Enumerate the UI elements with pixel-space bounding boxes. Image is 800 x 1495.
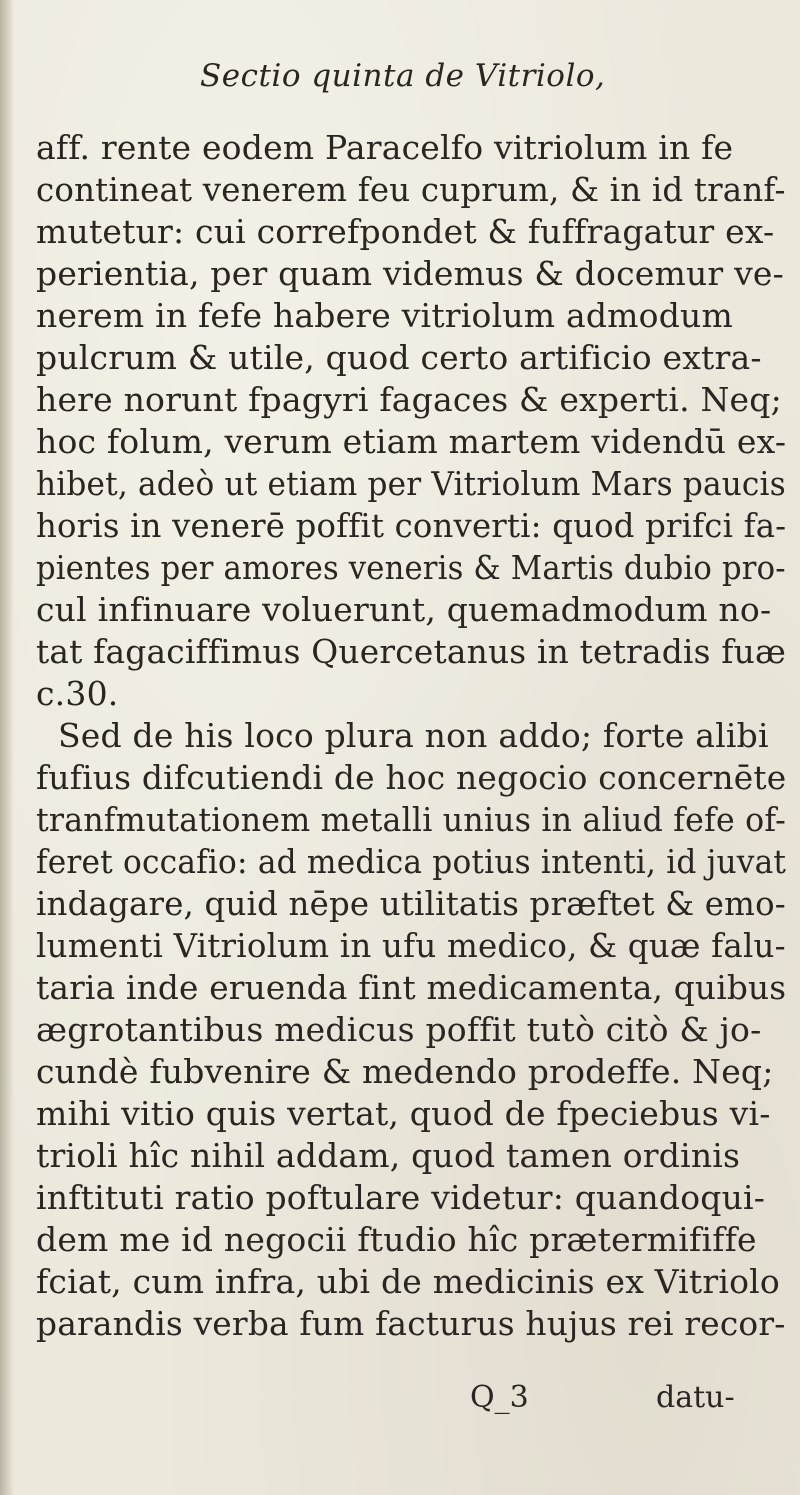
text-line: nerem in fefe habere vitriolum admodum <box>36 296 733 335</box>
text-line: perientia, per quam videmus & docemur ve- <box>36 254 785 293</box>
text-line: fciat, cum infra, ubi de medicinis ex Vitriolo <box>36 1262 780 1301</box>
catchword: datu- <box>656 1380 735 1415</box>
text-line: hoc folum, verum etiam martem videndū ex- <box>36 422 787 461</box>
text-line: aff. rente eodem Paracelfo vitriolum in fe <box>36 128 734 167</box>
text-line: pientes per amores veneris & Martis dubio pro- <box>36 548 786 587</box>
signature-mark: Q_3 <box>470 1380 529 1415</box>
text-line: horis in venerē poffit converti: quod prifci fa- <box>36 506 787 545</box>
text-line: parandis verba fum facturus hujus rei recor- <box>36 1304 786 1343</box>
text-line: hibet, adeò ut etiam per Vitriolum Mars paucis <box>36 464 786 503</box>
text-line: pulcrum & utile, quod certo artificio extra- <box>36 338 762 377</box>
page-footer <box>36 1380 796 1424</box>
text-line: fufius difcutiendi de hoc negocio concernēte <box>36 758 787 797</box>
text-line: cundè fubvenire & medendo prodeffe. Neq; <box>36 1052 774 1091</box>
text-line: ægrotantibus medicus poffit tutò citò & jo- <box>36 1010 762 1049</box>
text-line: tranfmutationem metalli unius in aliud fefe of- <box>36 800 786 839</box>
text-line: contineat venerem feu cuprum, & in id tranf- <box>36 170 786 209</box>
text-line: c.30. <box>36 674 119 713</box>
text-line: cul infinuare voluerunt, quemadmodum no- <box>36 590 772 629</box>
text-line: dem me id negocii ftudio hîc prætermififfe <box>36 1220 757 1259</box>
page-binding-edge <box>0 0 14 1495</box>
text-line: mutetur: cui correfpondet & fuffragatur ex- <box>36 212 775 251</box>
text-line: lumenti Vitriolum in ufu medico, & quæ falu- <box>36 926 786 965</box>
text-line: mihi vitio quis vertat, quod de fpeciebus vi- <box>36 1094 771 1133</box>
text-line: trioli hîc nihil addam, quod tamen ordinis <box>36 1136 741 1175</box>
text-line: tat fagaciffimus Quercetanus in tetradis fuæ <box>36 632 787 671</box>
text-line: indagare, quid nēpe utilitatis præftet & emo- <box>36 884 786 923</box>
text-line: inftituti ratio poftulare videtur: quandoqui- <box>36 1178 766 1217</box>
paragraph-start-line: Sed de his loco plura non addo; forte alibi <box>58 716 769 755</box>
text-line: feret occafio: ad medica potius intenti, id juvat <box>36 842 787 881</box>
text-line: taria inde eruenda fint medicamenta, quibus <box>36 968 787 1007</box>
running-title: Sectio quinta de Vitriolo, <box>200 58 606 94</box>
text-line: here norunt fpagyri fagaces & experti. Neq; <box>36 380 782 419</box>
